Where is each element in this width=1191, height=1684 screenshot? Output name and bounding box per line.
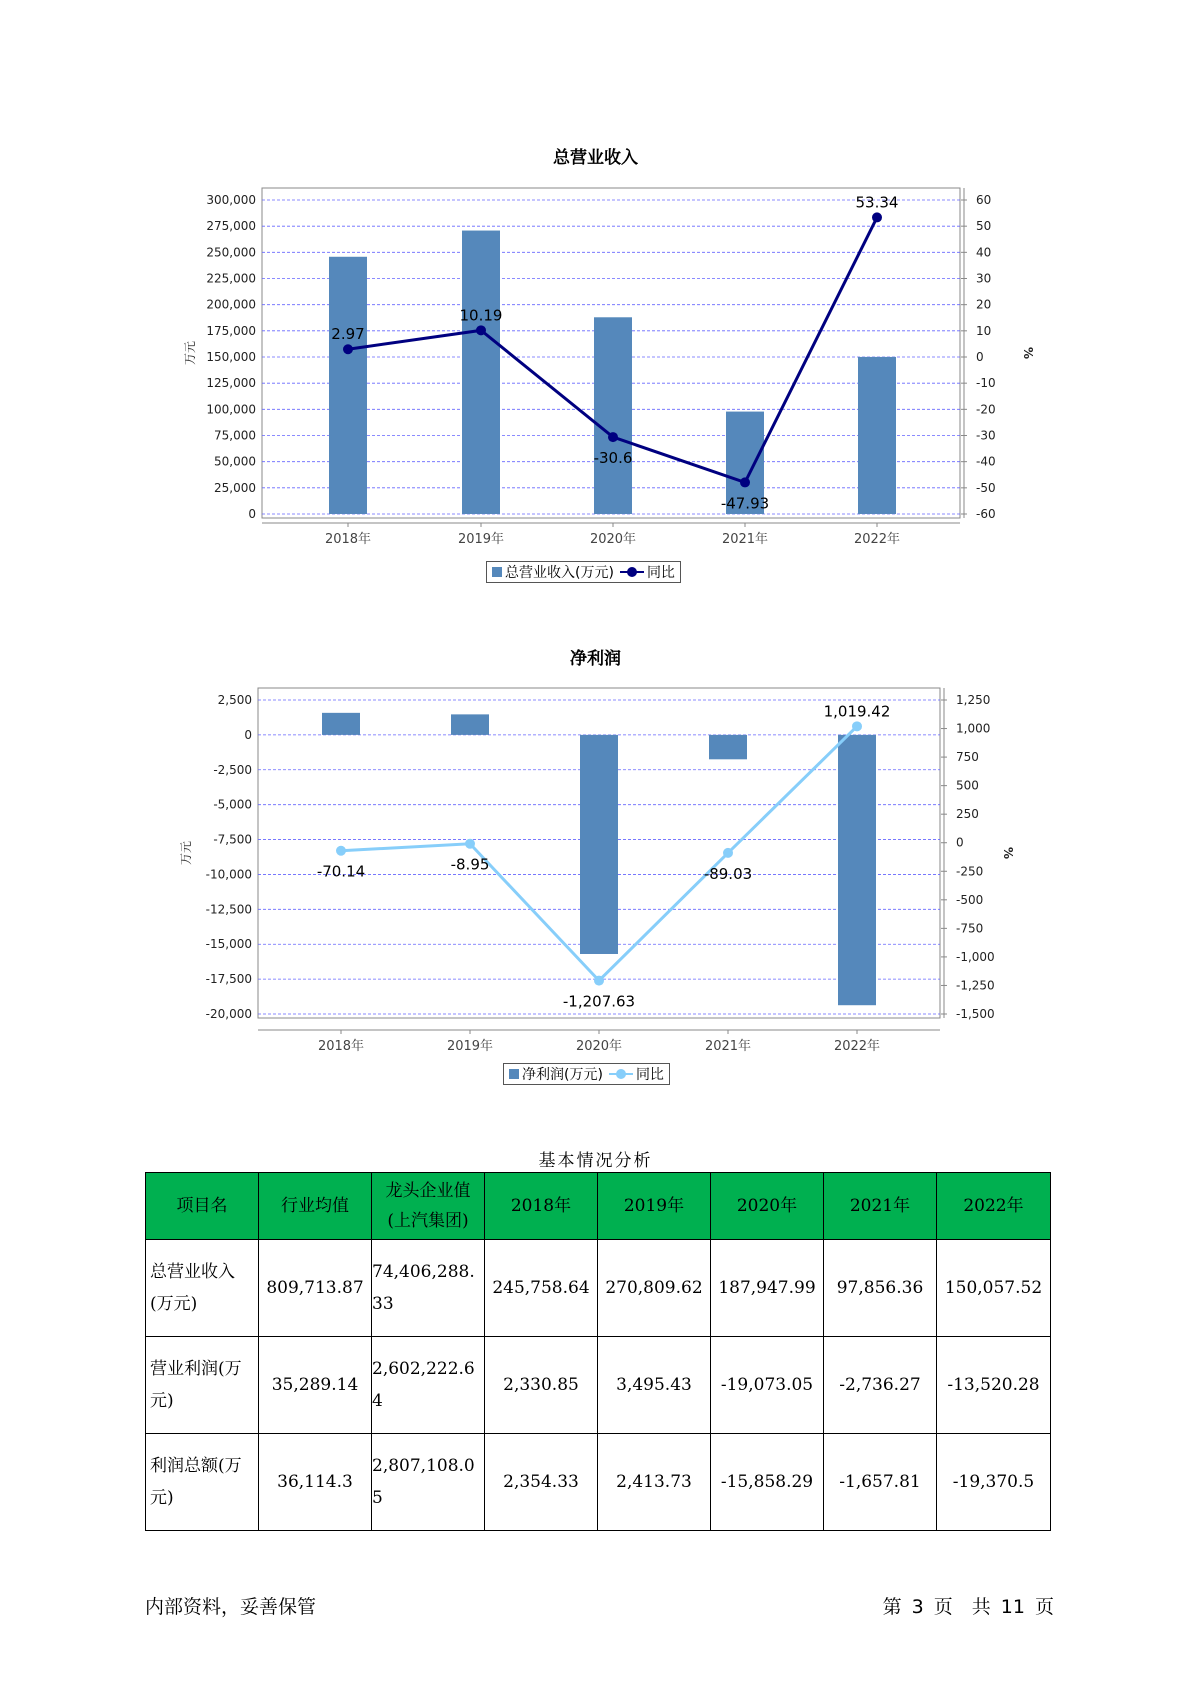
y2-tick-label: 1,000 [956, 721, 991, 736]
y2-tick-label: 40 [976, 245, 992, 260]
y2-tick-label: 30 [976, 271, 992, 286]
y2-tick-label: 50 [976, 219, 992, 234]
header-cell: 2018年 [485, 1173, 598, 1240]
x-tick-label: 2020年 [575, 1039, 623, 1054]
x-tick-label: 2018年 [317, 1039, 365, 1054]
header-cell: 2021年 [824, 1173, 937, 1240]
line-swatch [609, 1069, 633, 1079]
table-cell: -15,858.29 [711, 1434, 824, 1531]
y2-tick-label: -250 [956, 864, 984, 879]
x-tick-label: 2022年 [833, 1039, 881, 1054]
y2-tick-label: -40 [976, 454, 996, 469]
table-header-row [146, 1173, 1051, 1240]
bar [329, 257, 367, 514]
revenue-chart [0, 180, 1191, 580]
table-cell: 270,809.62 [598, 1240, 711, 1337]
data-label: -1,207.63 [562, 992, 636, 1011]
bar [709, 735, 747, 759]
table-cell: 2,413.73 [598, 1434, 711, 1531]
y-tick-label: 225,000 [206, 271, 256, 286]
yoy-point [740, 477, 750, 487]
header-cell: 2022年 [937, 1173, 1051, 1240]
yoy-point [608, 432, 618, 442]
bar [462, 231, 500, 514]
legend-line-item [609, 1064, 664, 1084]
bar-swatch [492, 567, 502, 577]
footer-page-number: 第 3 页 共 11 页 [882, 1596, 1054, 1618]
table-cell: 营业利润(万元) [146, 1337, 259, 1434]
table-cell: 2,354.33 [485, 1434, 598, 1531]
yoy-point [476, 325, 486, 335]
y2-tick-label: -500 [956, 892, 984, 907]
y2-tick-label: 500 [956, 778, 979, 793]
y2-tick-label: -1,000 [956, 949, 995, 964]
legend-bar-label: 净利润(万元) [522, 1067, 603, 1083]
x-tick-label: 2019年 [446, 1039, 494, 1054]
table-cell: 187,947.99 [711, 1240, 824, 1337]
y2-tick-label: 20 [976, 297, 992, 312]
y2-tick-label: 0 [956, 835, 964, 850]
legend-line-label: 同比 [635, 1067, 664, 1083]
y2-tick-label: 250 [956, 807, 979, 822]
table-cell: 150,057.52 [937, 1240, 1051, 1337]
legend-bar-label: 总营业收入(万元) [505, 565, 614, 581]
y-axis-unit: 万元 [183, 340, 197, 366]
net-profit-legend [503, 1063, 670, 1085]
header-cell: 项目名 [146, 1173, 259, 1240]
x-tick-label: 2018年 [324, 532, 372, 547]
y2-tick-label: -750 [956, 921, 984, 936]
yoy-point [465, 839, 475, 849]
table-row [146, 1434, 1051, 1531]
y2-tick-label: -30 [976, 428, 996, 443]
y-tick-label: -20,000 [205, 1007, 252, 1021]
y2-tick-label: -10 [976, 376, 996, 391]
table-row [146, 1337, 1051, 1434]
yoy-point [852, 721, 862, 731]
table-cell: 3,495.43 [598, 1337, 711, 1434]
bar [838, 735, 876, 1005]
y2-axis-unit: % [1021, 346, 1035, 360]
y2-tick-label: -1,500 [956, 1007, 995, 1021]
x-tick-label: 2021年 [704, 1039, 752, 1054]
table-row [146, 1240, 1051, 1337]
chart-title-revenue: 总营业收入 [553, 148, 638, 168]
line-swatch [620, 567, 644, 577]
y2-tick-label: -60 [976, 507, 996, 521]
y-tick-label: 200,000 [206, 297, 256, 312]
yoy-point [343, 344, 353, 354]
y-tick-label: 175,000 [206, 323, 256, 338]
table-cell: 97,856.36 [824, 1240, 937, 1337]
legend-bar-item [509, 1064, 603, 1084]
header-cell: 龙头企业值(上汽集团) [372, 1173, 485, 1240]
table-cell: 2,807,108.05 [372, 1434, 485, 1531]
x-tick-label: 2020年 [589, 532, 637, 547]
y2-tick-label: 0 [976, 350, 984, 364]
yoy-point [723, 848, 733, 858]
header-cell: 2020年 [711, 1173, 824, 1240]
y-tick-label: -17,500 [205, 972, 252, 987]
y-tick-label: -5,000 [213, 797, 252, 812]
footer-confidential: 内部资料，妥善保管 [145, 1596, 317, 1618]
legend-line-label: 同比 [646, 565, 675, 581]
y-tick-label: -2,500 [213, 762, 252, 777]
data-label: -89.03 [703, 864, 753, 883]
y2-tick-label: -20 [976, 402, 996, 417]
y2-tick-label: 60 [976, 193, 992, 207]
y2-axis-unit: % [1001, 846, 1015, 860]
x-tick-label: 2021年 [721, 532, 769, 547]
y-tick-label: -12,500 [205, 902, 252, 917]
data-label: 53.34 [855, 193, 899, 212]
table-cell: 总营业收入(万元) [146, 1240, 259, 1337]
y-tick-label: 275,000 [206, 219, 256, 234]
data-label: -8.95 [450, 855, 490, 874]
table-cell: -1,657.81 [824, 1434, 937, 1531]
y-tick-label: 50,000 [214, 454, 256, 469]
y-tick-label: 0 [244, 727, 252, 742]
x-tick-label: 2019年 [457, 532, 505, 547]
bar [594, 317, 632, 514]
legend-line-item [620, 562, 675, 582]
info-table [145, 1172, 1051, 1531]
y-tick-label: 250,000 [206, 245, 256, 260]
yoy-point [336, 846, 346, 856]
table-cell: -2,736.27 [824, 1337, 937, 1434]
legend-bar-item [492, 562, 614, 582]
data-label: 1,019.42 [823, 702, 891, 721]
header-cell: 2019年 [598, 1173, 711, 1240]
table-cell: 74,406,288.33 [372, 1240, 485, 1337]
revenue-legend [486, 561, 681, 583]
data-label: -30.6 [593, 449, 633, 468]
table-cell: 245,758.64 [485, 1240, 598, 1337]
x-tick-label: 2022年 [853, 532, 901, 547]
table-cell: -19,370.5 [937, 1434, 1051, 1531]
bar-swatch [509, 1069, 519, 1079]
data-label: 10.19 [459, 306, 503, 325]
y-tick-label: 0 [248, 507, 256, 521]
yoy-point [872, 212, 882, 222]
y2-tick-label: -50 [976, 480, 996, 495]
yoy-point [594, 976, 604, 986]
y-tick-label: -15,000 [205, 937, 252, 952]
y2-tick-label: 750 [956, 750, 979, 765]
y-tick-label: -7,500 [213, 832, 252, 847]
table-cell: -13,520.28 [937, 1337, 1051, 1434]
data-label: -47.93 [720, 494, 770, 513]
net-profit-chart [0, 680, 1191, 1080]
table-cell: 利润总额(万元) [146, 1434, 259, 1531]
table-cell: -19,073.05 [711, 1337, 824, 1434]
header-cell: 行业均值 [259, 1173, 372, 1240]
y-tick-label: 300,000 [206, 193, 256, 207]
y-tick-label: 125,000 [206, 376, 256, 391]
y-tick-label: 100,000 [206, 402, 256, 417]
y-tick-label: 150,000 [206, 350, 256, 364]
table-cell: 2,330.85 [485, 1337, 598, 1434]
table-cell: 36,114.3 [259, 1434, 372, 1531]
data-label: 2.97 [331, 325, 365, 344]
bar [451, 714, 489, 735]
y-tick-label: 2,500 [217, 693, 252, 707]
y-tick-label: 75,000 [214, 428, 256, 443]
table-cell: 809,713.87 [259, 1240, 372, 1337]
bar [858, 357, 896, 514]
chart-title-net-profit: 净利润 [570, 649, 621, 669]
y-tick-label: 25,000 [214, 480, 256, 495]
y2-tick-label: -1,250 [956, 978, 995, 993]
table-caption: 基本情况分析 [538, 1151, 653, 1171]
y-axis-unit: 万元 [179, 840, 193, 866]
table-cell: 35,289.14 [259, 1337, 372, 1434]
table-cell: 2,602,222.64 [372, 1337, 485, 1434]
y2-tick-label: 10 [976, 323, 992, 338]
data-label: -70.14 [316, 862, 366, 881]
bar [322, 713, 360, 735]
y-tick-label: -10,000 [205, 867, 252, 882]
bar [580, 735, 618, 954]
y2-tick-label: 1,250 [956, 693, 991, 707]
